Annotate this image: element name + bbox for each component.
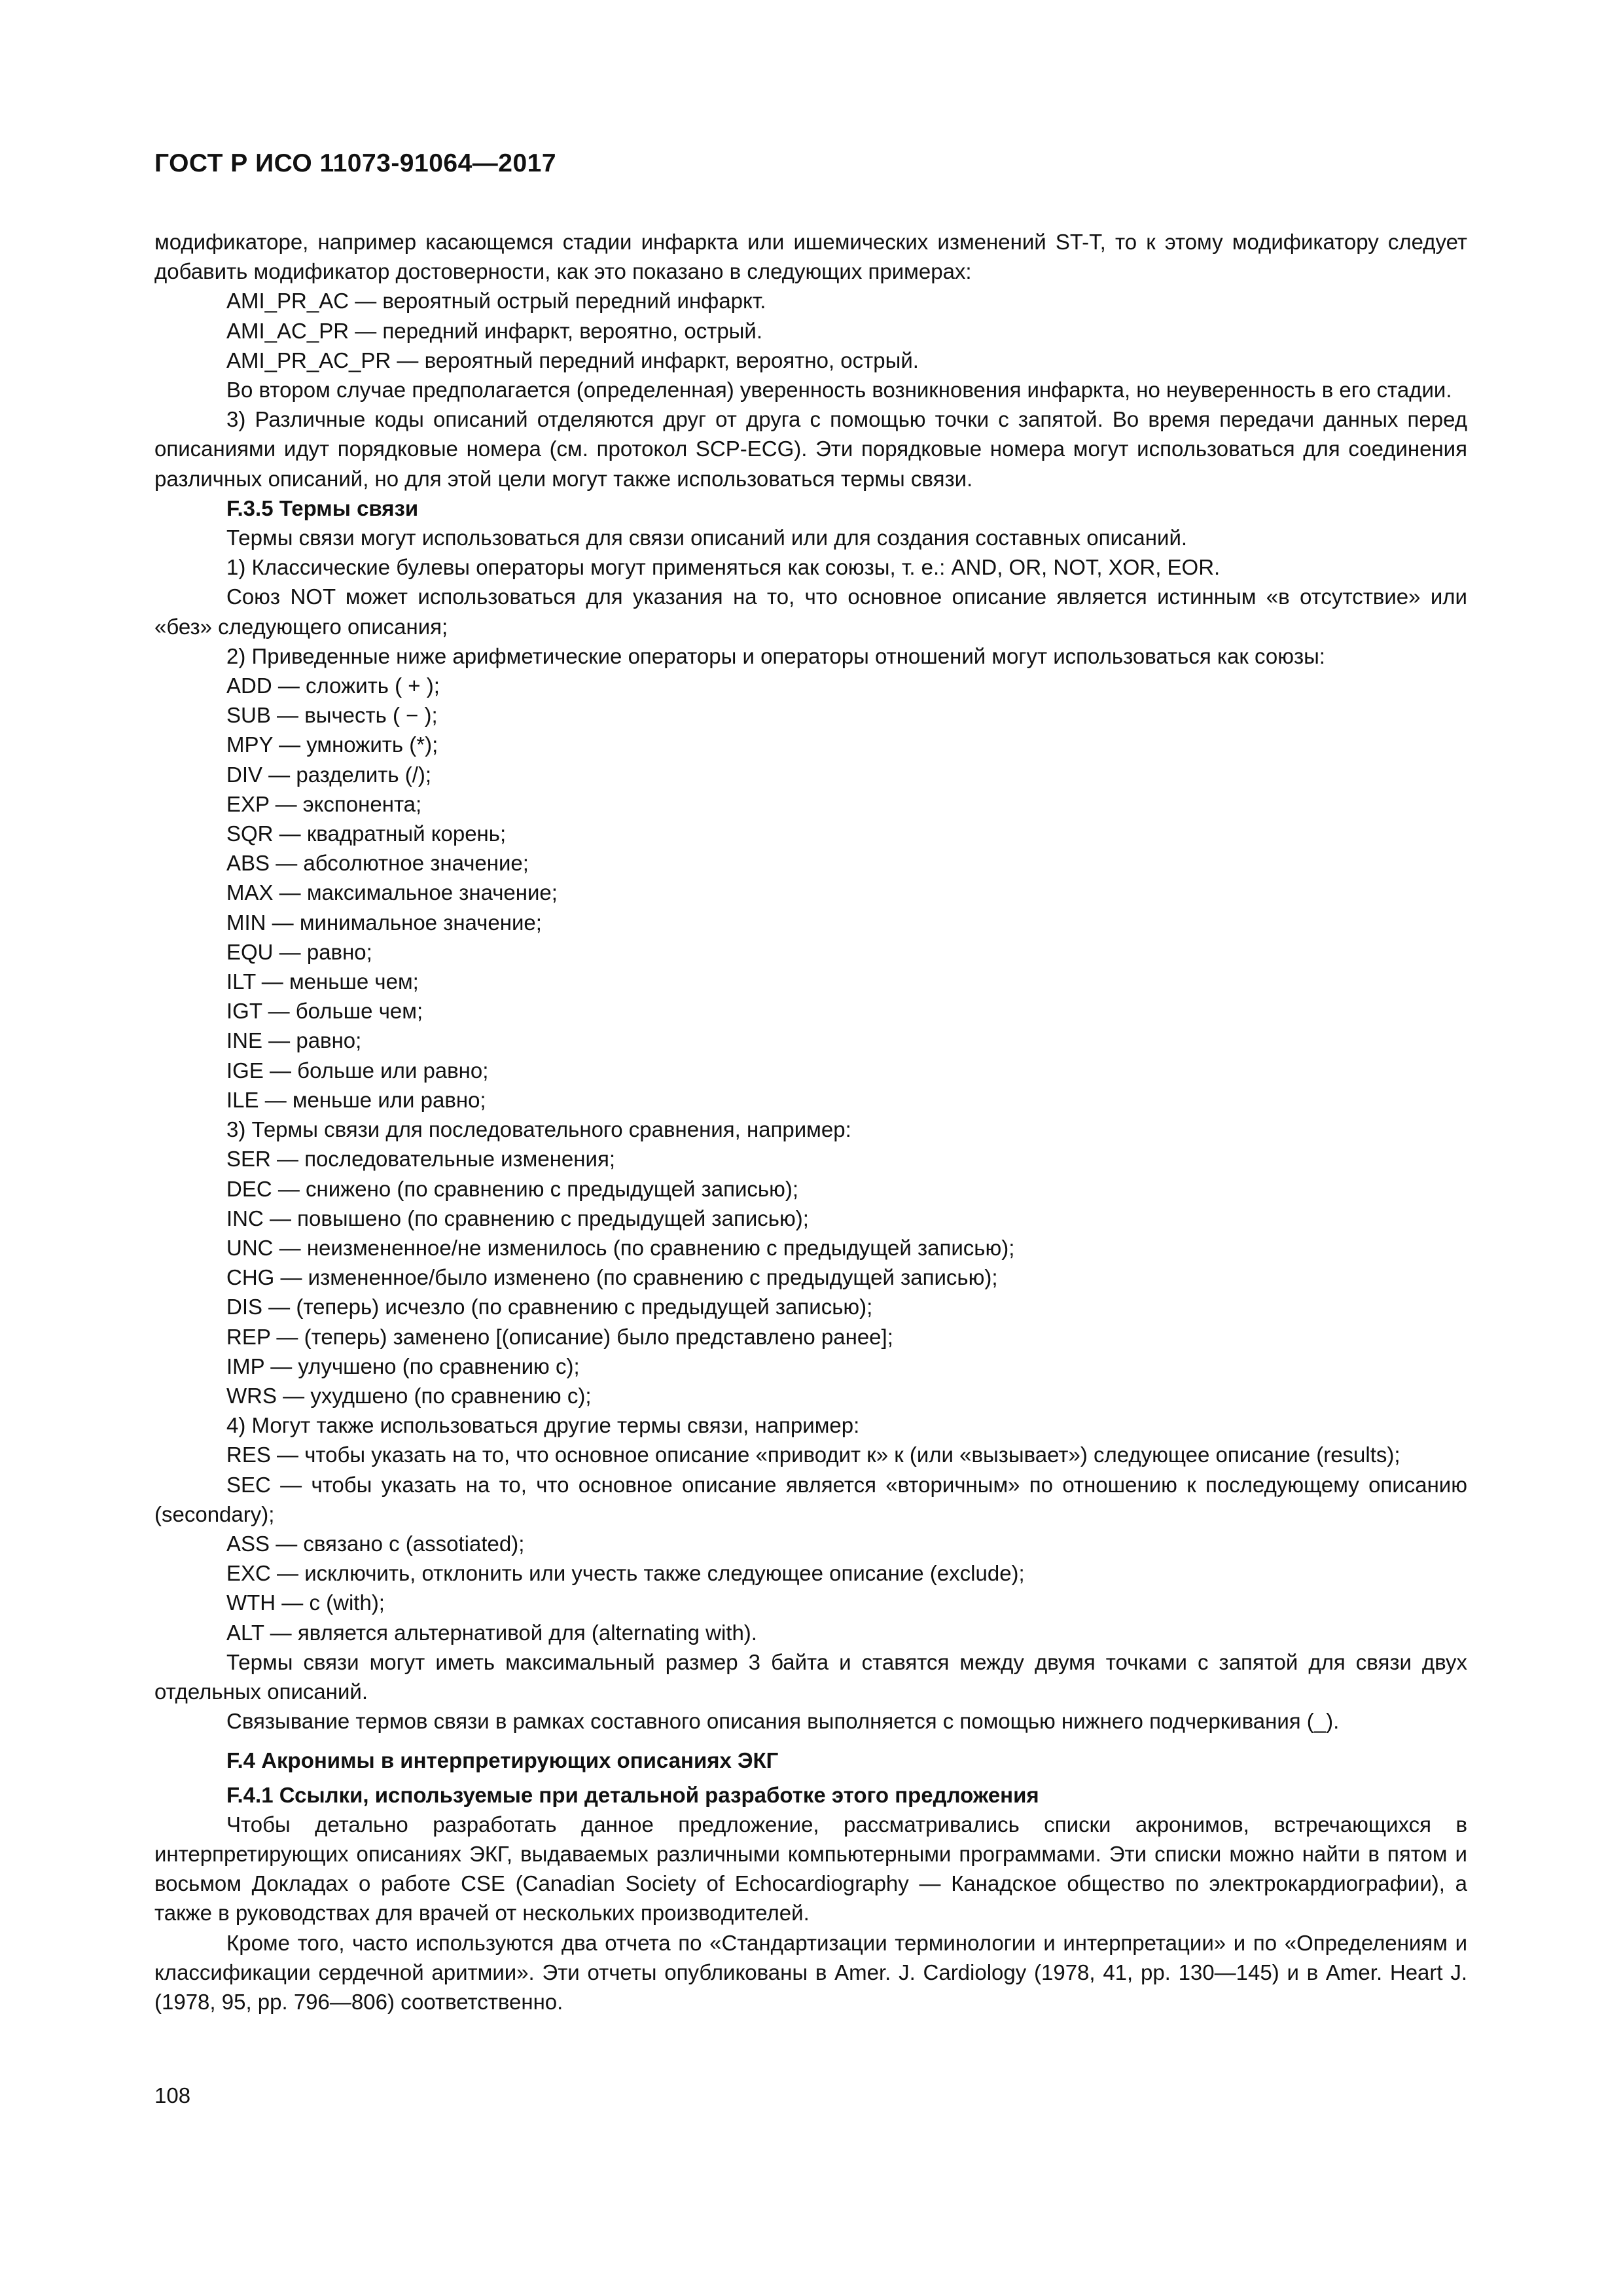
paragraph: ADD — сложить ( + );: [226, 673, 440, 698]
paragraph: AMI_AC_PR — передний инфаркт, вероятно, острый.: [226, 318, 762, 343]
section-heading: F.4 Акронимы в интерпретирующих описаниях ЭКГ: [226, 1748, 779, 1773]
paragraph: WTH — с (with);: [226, 1590, 385, 1615]
paragraph: Термы связи могут использоваться для связи описаний или для создания составных описаний.: [226, 526, 1188, 550]
paragraph: Термы связи могут иметь максимальный размер 3 байта и ставятся между двумя точками с запятой для связи двух отдельных описаний.: [154, 1649, 1467, 1704]
paragraph: AMI_PR_AC_PR — вероятный передний инфаркт, вероятно, острый.: [226, 348, 919, 372]
paragraph: DIS — (теперь) исчезло (по сравнению с предыдущей записью);: [226, 1295, 873, 1319]
section-heading: F.4.1 Ссылки, используемые при детальной разработке этого предложения: [226, 1782, 1039, 1807]
paragraph: DIV — разделить (/);: [226, 762, 432, 787]
page-header-standard-id: ГОСТ Р ИСО 11073-91064—2017: [154, 149, 557, 177]
paragraph: SUB — вычесть ( − );: [226, 703, 438, 728]
paragraph: Связывание термов связи в рамках составного описания выполняется с помощью нижнего подчеркивания (_).: [226, 1709, 1340, 1734]
section-heading: F.3.5 Термы связи: [226, 495, 419, 520]
paragraph: модификаторе, например касающемся стадии инфаркта или ишемических изменений ST-T, то к этому модификатору следует добавить модификатор достоверности, как это показано в следующих примерах:: [154, 230, 1467, 284]
paragraph: EQU — равно;: [226, 939, 372, 964]
page-number: 108: [154, 2083, 191, 2108]
paragraph: RES — чтобы указать на то, что основное описание «приводит к» к (или «вызывает») следующее описание (results);: [226, 1443, 1400, 1467]
paragraph: ASS — связано с (assotiated);: [226, 1531, 525, 1556]
paragraph: Союз NOT может использоваться для указания на то, что основное описание является истинным «в отсутствие» или «без» следующего описания;: [154, 584, 1467, 639]
paragraph: IMP — улучшено (по сравнению с);: [226, 1354, 580, 1378]
paragraph: ILT — меньше чем;: [226, 969, 419, 994]
paragraph: SEC — чтобы указать на то, что основное описание является «вторичным» по отношению к последующему описанию (secondary);: [154, 1472, 1467, 1526]
paragraph: IGE — больше или равно;: [226, 1058, 489, 1083]
paragraph: Кроме того, часто используются два отчета по «Стандартизации терминологии и интерпретации» и по «Определениям и классификации сердечной аритмии». Эти отчеты опубликованы в Amer. J. Cardiology (1978, 41, pp. 130—145) и в Amer. Heart J. (1978, 95, pp. 796—806) соответственно.: [154, 1930, 1467, 2014]
paragraph: REP — (теперь) заменено [(описание) было представлено ранее];: [226, 1324, 893, 1349]
paragraph: WRS — ухудшено (по сравнению с);: [226, 1383, 592, 1408]
paragraph: MPY — умножить (*);: [226, 732, 438, 757]
paragraph: EXC — исключить, отклонить или учесть также следующее описание (exclude);: [226, 1561, 1025, 1586]
paragraph: MIN — минимальное значение;: [226, 910, 542, 935]
paragraph: CHG — измененное/было изменено (по сравнению с предыдущей записью);: [226, 1265, 998, 1290]
document-body: [154, 227, 1467, 2017]
paragraph: 2) Приведенные ниже арифметические операторы и операторы отношений могут использоваться как союзы:: [226, 643, 1325, 668]
paragraph: 3) Термы связи для последовательного сравнения, например:: [226, 1117, 851, 1142]
paragraph: 3) Различные коды описаний отделяются друг от друга с помощью точки с запятой. Во время передачи данных перед описаниями идут порядковые номера (см. протокол SCP-ECG). Эти порядковые номера могут использоваться для соединения различных описаний, но для этой цели могут также использоваться термы связи.: [154, 407, 1467, 491]
paragraph: 4) Могут также использоваться другие термы связи, например:: [226, 1413, 860, 1438]
paragraph: IGT — больше чем;: [226, 999, 423, 1024]
paragraph: Чтобы детально разработать данное предложение, рассматривались списки акронимов, встречающихся в интерпретирующих описаниях ЭКГ, выдаваемых различными компьютерными программами. Эти списки можно найти в пятом и восьмом Докладах о работе CSE (Canadian Society of Echocardiography — Канадское общество по электрокардиографии), а также в руководствах для врачей от нескольких производителей.: [154, 1812, 1467, 1926]
paragraph: ALT — является альтернативой для (alternating with).: [226, 1620, 757, 1645]
paragraph: SQR — квадратный корень;: [226, 821, 507, 846]
paragraph: SER — последовательные изменения;: [226, 1147, 615, 1172]
paragraph: INE — равно;: [226, 1028, 362, 1053]
paragraph: INC — повышено (по сравнению с предыдущей записью);: [226, 1206, 809, 1230]
paragraph: MAX — максимальное значение;: [226, 880, 558, 905]
paragraph: 1) Классические булевы операторы могут применяться как союзы, т. е.: AND, OR, NOT, XOR, EOR.: [226, 555, 1221, 580]
paragraph: ABS — абсолютное значение;: [226, 851, 529, 876]
paragraph: ILE — меньше или равно;: [226, 1087, 486, 1112]
paragraph: UNC — неизмененное/не изменилось (по сравнению с предыдущей записью);: [226, 1235, 1015, 1260]
paragraph: Во втором случае предполагается (определенная) уверенность возникновения инфаркта, но неуверенность в его стадии.: [226, 378, 1452, 403]
paragraph: EXP — экспонента;: [226, 791, 422, 816]
paragraph: DEC — снижено (по сравнению с предыдущей записью);: [226, 1176, 798, 1201]
paragraph: AMI_PR_AC — вероятный острый передний инфаркт.: [226, 289, 766, 314]
